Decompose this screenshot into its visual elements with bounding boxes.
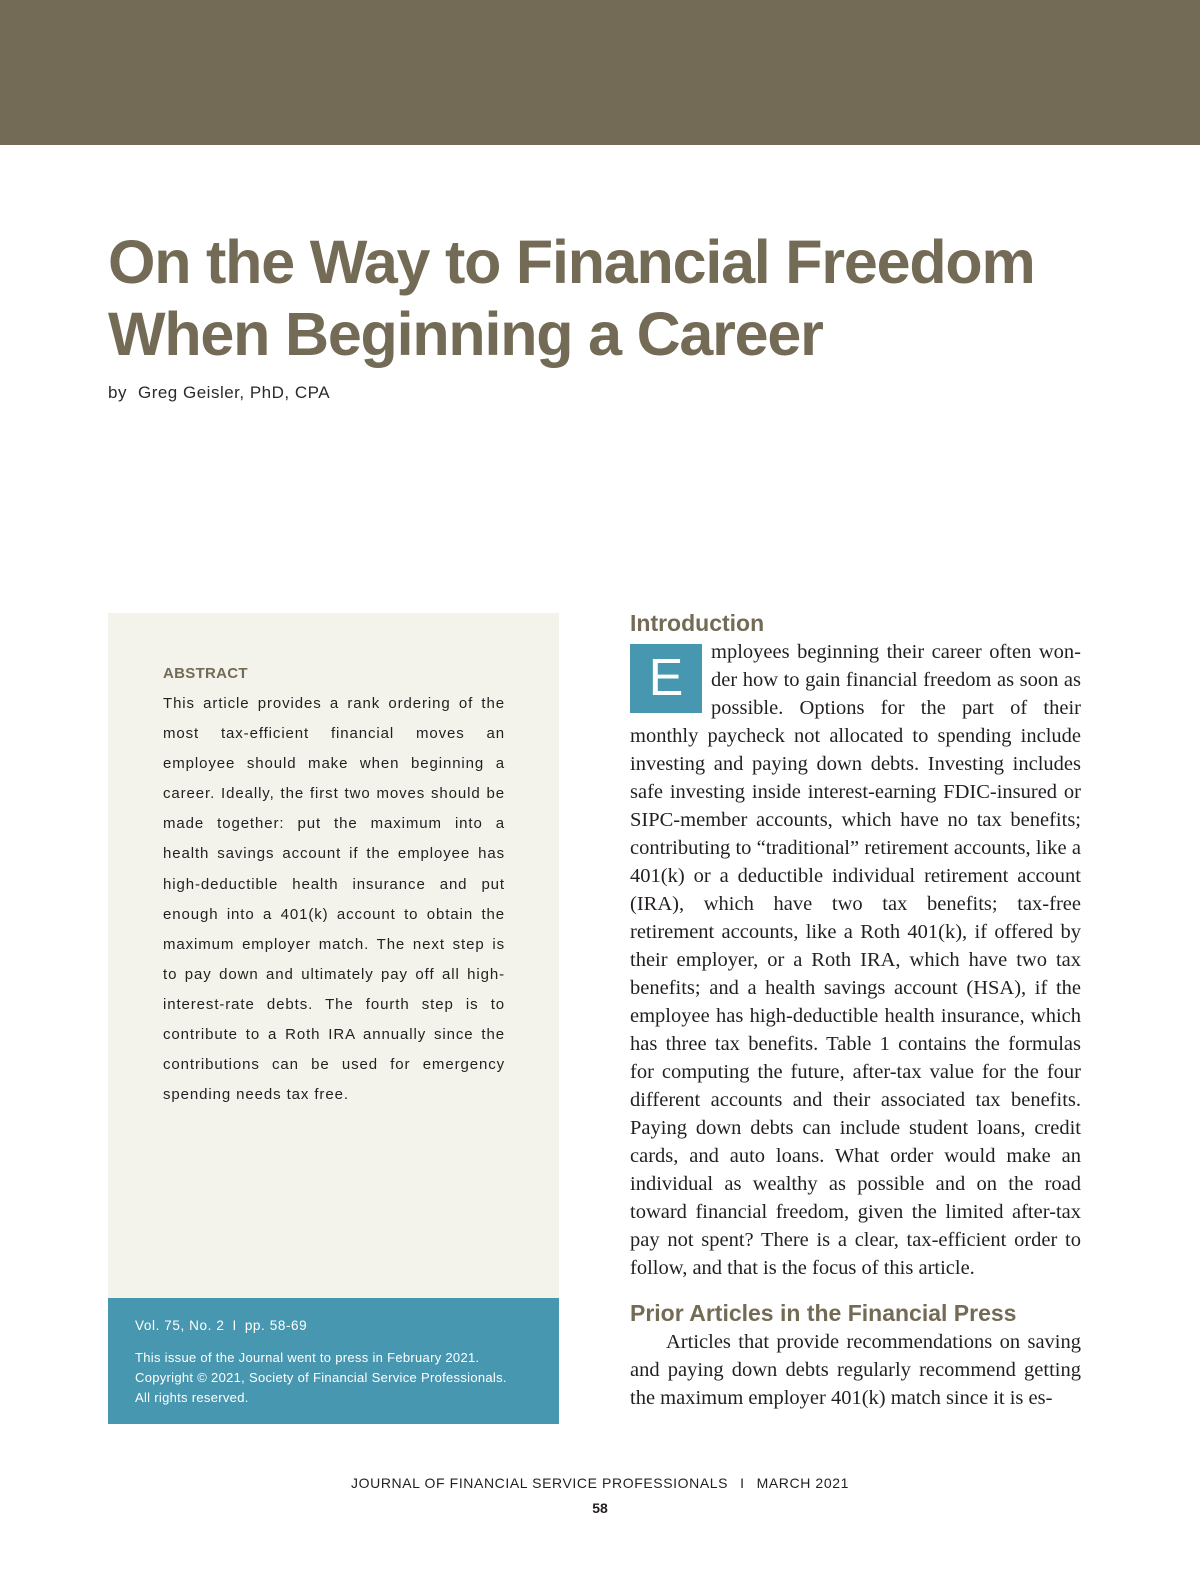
introduction-text: mployees beginning their career often wonder how to gain financial freedom as soon as possible. Options for the part of their monthly paycheck not allocated to spending include investing and paying down debts. Investing includes safe investing inside interest-earning FDIC-insured or SIPC-member accounts, which have no tax benefits; contributing to “traditional” retirement accounts, like a 401(k) or a deductible individual retirement account (IRA), which have two tax benefits; tax-free retirement accounts, like a Roth 401(k), if offered by their employer, or a Roth IRA, which have two tax benefits; and a health savings account (HSA), if the employee has high-deductible health insurance, which has three tax benefits. Table 1 contains the formulas for computing the future, after-tax value for the four different accounts and their associated tax benefits. Paying down debts can include student loans, credit cards, and auto loans. What order would make an individual as wealthy as possible and on the road toward financial freedom, given the limited after-tax pay not spent? There is a clear, tax-efficient order to follow, and that is the focus of this article. (630, 641, 1081, 1279)
issue-info-panel (108, 1298, 559, 1424)
introduction-paragraph (630, 638, 1081, 1282)
press-date-note: This issue of the Journal went to press in February 2021. (135, 1350, 480, 1365)
title-line-2: When Beginning a Career (108, 300, 823, 368)
rights-note: All rights reserved. (135, 1390, 249, 1405)
drop-cap: E (630, 644, 702, 713)
prior-articles-heading: Prior Articles in the Financial Press (630, 1300, 1017, 1326)
volume-separator: I (232, 1318, 237, 1333)
header-band (0, 0, 1200, 145)
title-line-1: On the Way to Financial Freedom (108, 228, 1035, 296)
prior-articles-paragraph: Articles that provide recommendations on saving and paying down debts regularly recommend getting the maximum employer 401(k) match since it is es- (630, 1331, 1081, 1409)
journal-name: JOURNAL OF FINANCIAL SERVICE PROFESSIONALS (351, 1475, 729, 1491)
volume-number: Vol. 75, No. 2 (135, 1318, 225, 1333)
author-name: Greg Geisler, PhD, CPA (137, 383, 331, 402)
byline (108, 383, 330, 403)
introduction-heading: Introduction (630, 610, 765, 636)
article-title (108, 226, 1108, 370)
copyright-note: Copyright © 2021, Society of Financial Service Professionals. (135, 1370, 507, 1385)
byline-prefix: by (108, 383, 127, 402)
article-body-column (630, 608, 1081, 1412)
page-number: 58 (592, 1500, 608, 1516)
abstract-panel (108, 613, 559, 1298)
abstract-heading: ABSTRACT (163, 665, 248, 682)
press-note (135, 1348, 555, 1408)
issue-date: MARCH 2021 (756, 1475, 849, 1491)
footer-separator: I (740, 1475, 745, 1491)
abstract-text: This article provides a rank ordering of the most tax-efficient financial moves an employee should make when beginning a career. Ideally, the first two moves should be made together: put the maximum into a health savings account if the employee has high-deductible health insurance and put enough into a 401(k) account to obtain the maximum employer match. The next step is to pay down and ultimately pay off all high-interest-rate debts. The fourth step is to contribute to a Roth IRA annually since the contributions can be used for emergency spending needs tax free. (163, 695, 505, 1104)
journal-footer (0, 1475, 1200, 1491)
volume-line (135, 1318, 307, 1333)
page-range: pp. 58-69 (244, 1318, 308, 1333)
